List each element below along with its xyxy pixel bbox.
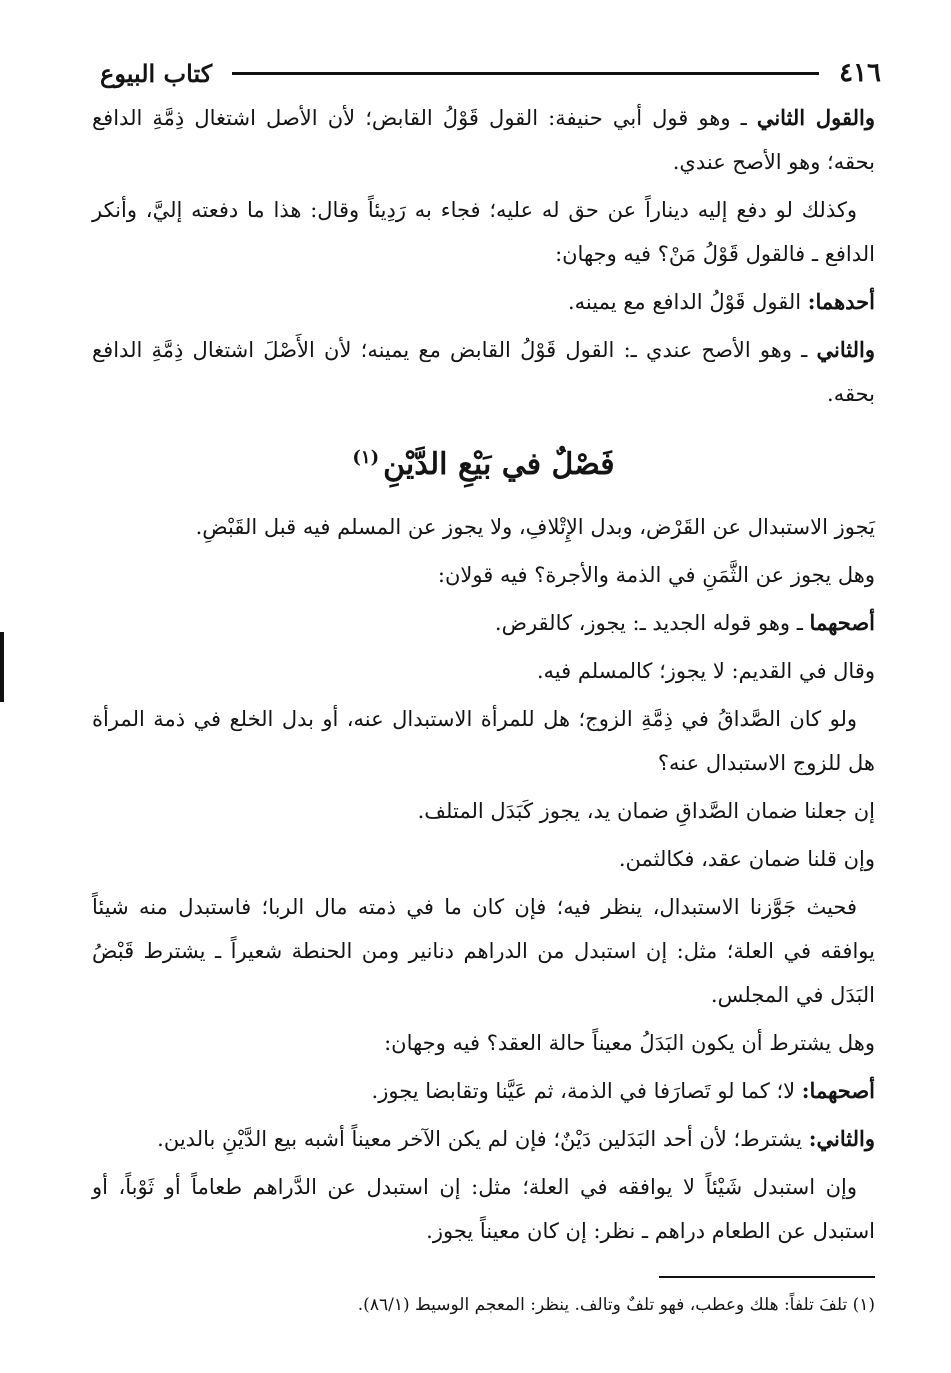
paragraph-lead: والقول الثاني bbox=[756, 105, 875, 130]
page-header bbox=[100, 56, 881, 90]
paragraph-text: يَجوز الاستبدال عن القَرْض، وبدل الإِتْلافِ، ولا يجوز عن المسلم فيه قبل القَبْضِ. bbox=[195, 515, 875, 539]
paragraph-text: وهل يجوز عن الثَّمَنِ في الذمة والأجرة؟ فيه قولان: bbox=[437, 563, 875, 587]
section-title-text: فَصْلٌ في بَيْعِ الدَّيْنِ bbox=[383, 447, 615, 482]
footnote-marker: (١) bbox=[352, 447, 380, 468]
paragraph bbox=[92, 789, 875, 833]
paragraph-lead: والثاني bbox=[816, 337, 875, 362]
paragraph bbox=[92, 697, 875, 785]
paragraph-lead: أصحهما bbox=[809, 610, 875, 635]
paragraph bbox=[92, 837, 875, 881]
section-title bbox=[92, 432, 875, 491]
paragraph-text: القول قَوْلُ الدافع مع يمينه. bbox=[567, 290, 808, 314]
paragraph-lead: والثاني: bbox=[808, 1126, 875, 1151]
paragraph-lead: أحدهما: bbox=[807, 289, 875, 314]
paragraph bbox=[92, 328, 875, 416]
paragraph bbox=[92, 553, 875, 597]
paragraph bbox=[92, 188, 875, 276]
running-title: كتاب البيوع bbox=[100, 58, 213, 88]
paragraph bbox=[92, 649, 875, 693]
paragraph-text: وكذلك لو دفع إليه ديناراً عن حق له عليه؛ فجاء به رَدِيئاً وقال: هذا ما دفعته إليَّ، وأنكر الدافع ـ فالقول قَوْلُ مَنْ؟ فيه وجهان: bbox=[92, 198, 875, 266]
page-body bbox=[92, 96, 875, 1257]
footnote-rule bbox=[659, 1276, 875, 1278]
paragraph-text: إن جعلنا ضمان الصَّداقِ ضمان يد، يجوز كَبَدَل المتلف. bbox=[417, 799, 875, 823]
paragraph-text: وإن استبدل شَيْئاً لا يوافقه في العلة؛ مثل: إن استبدل عن الدَّراهم طعاماً أو ثَوْباً، أو استبدل عن الطعام دراهم ـ نظر: إن كان معيناً يجوز. bbox=[92, 1175, 875, 1243]
paragraph bbox=[92, 280, 875, 324]
footnote: (١) تلفَ تلفاً: هلك وعطب، فهو تلفٌ وتالف. ينظر: المعجم الوسيط (٨٦/١). bbox=[357, 1295, 875, 1315]
header-rule bbox=[232, 72, 819, 75]
paragraph-text: ـ وهو قوله الجديد ـ: يجوز، كالقرض. bbox=[494, 611, 810, 635]
scan-edge-mark bbox=[0, 632, 4, 702]
paragraph bbox=[92, 885, 875, 1017]
page-number: ٤١٦ bbox=[839, 58, 881, 88]
paragraph bbox=[92, 96, 875, 184]
paragraph bbox=[92, 1165, 875, 1253]
paragraph bbox=[92, 601, 875, 645]
paragraph-text: فحيث جَوَّزنا الاستبدال، ينظر فيه؛ فإن كان ما في ذمته مال الربا؛ فاستبدل منه شيئاً يوافقه في العلة؛ مثل: إن استبدل من الدراهم دنانير ومن الحنطة شعيراً ـ يشترط قَبْضُ البَدَل في المجلس. bbox=[92, 895, 875, 1007]
paragraph bbox=[92, 505, 875, 549]
paragraph-text: ـ وهو قول أبي حنيفة: القول قَوْلُ القابض؛ لأن الأصل اشتغال ذِمَّةِ الدافع بحقه؛ وهو الأصح عندي. bbox=[92, 106, 875, 174]
paragraph-text: لا؛ كما لو تَصارَفا في الذمة، ثم عَيَّنا وتقابضا يجوز. bbox=[371, 1079, 802, 1103]
paragraph-text: يشترط؛ لأن أحد البَدَلين دَيْنٌ؛ فإن لم يكن الآخر معيناً أشبه بيع الدَّيْنِ بالدين. bbox=[157, 1127, 809, 1151]
paragraph-text: وقال في القديم: لا يجوز؛ كالمسلم فيه. bbox=[536, 659, 875, 683]
paragraph-text: وإن قلنا ضمان عقد، فكالثمن. bbox=[618, 847, 875, 871]
paragraph-text: ولو كان الصَّداقُ في ذِمَّةِ الزوج؛ هل للمرأة الاستبدال عنه، أو بدل الخلع في ذمة المرأة هل للزوج الاستبدال عنه؟ bbox=[92, 707, 875, 775]
paragraph-text: ـ وهو الأصح عندي ـ: القول قَوْلُ القابض مع يمينه؛ لأن الأَصْلَ اشتغال ذِمَّةِ الدافع بحقه. bbox=[92, 338, 875, 406]
paragraph bbox=[92, 1021, 875, 1065]
paragraph bbox=[92, 1069, 875, 1113]
paragraph-text: وهل يشترط أن يكون البَدَلُ معيناً حالة العقد؟ فيه وجهان: bbox=[384, 1031, 875, 1055]
paragraph bbox=[92, 1117, 875, 1161]
paragraph-lead: أصحهما: bbox=[801, 1078, 875, 1103]
